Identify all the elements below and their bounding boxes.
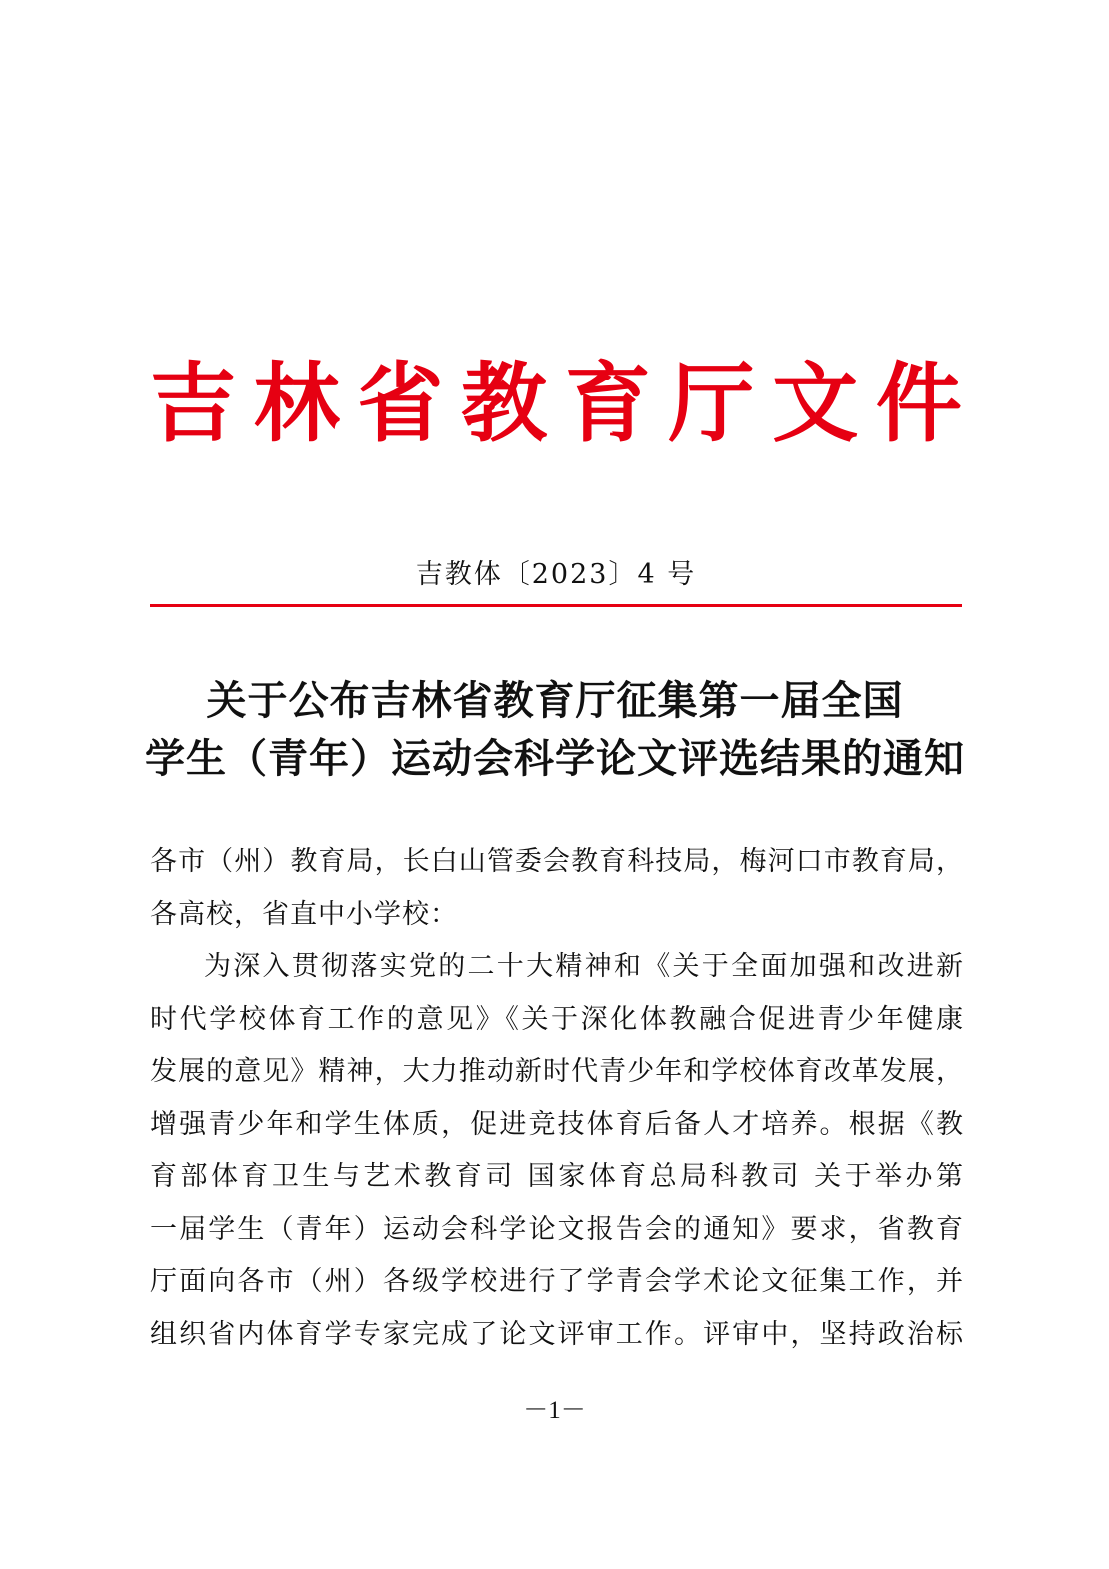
body-line: 厅面向各市（州）各级学校进行了学青会学术论文征集工作，并	[150, 1266, 964, 1297]
masthead-char: 育	[564, 353, 651, 454]
title-line-1: 关于公布吉林省教育厅征集第一届全国	[206, 678, 904, 724]
body-line: 育部体育卫生与艺术教育司 国家体育总局科教司 关于举办第	[150, 1161, 964, 1192]
body-line: 时代学校体育工作的意见》《关于深化体教融合促进青少年健康	[150, 1003, 964, 1035]
masthead	[150, 345, 962, 463]
page-number: －1－	[523, 1397, 586, 1424]
body-line: 组织省内体育学专家完成了论文评审工作。评审中，坚持政治标	[150, 1318, 964, 1350]
document-title	[120, 672, 990, 788]
title-line-2: 学生（青年）运动会科学论文评选结果的通知	[145, 736, 965, 782]
red-divider-line	[150, 604, 962, 607]
masthead-char: 吉	[150, 353, 236, 454]
body-line: 各市（州）教育局，长白山管委会教育科技局，梅河口市教育局，	[150, 846, 964, 877]
document-number: 吉教体〔2023〕4 号	[415, 559, 697, 590]
body-line: 一届学生（青年）运动会科学论文报告会的通知》要求，省教育	[150, 1213, 964, 1245]
body-line: 发展的意见》精神，大力推动新时代青少年和学校体育改革发展，	[150, 1056, 964, 1087]
body-line: 为深入贯彻落实党的二十大精神和《关于全面加强和改进新	[204, 951, 964, 982]
body-line: 各高校，省直中小学校：	[150, 898, 458, 930]
masthead-char: 教	[461, 353, 548, 454]
body-line: 增强青少年和学生体质，促进竞技体育后备人才培养。根据《教	[150, 1108, 964, 1140]
document-body	[150, 836, 964, 1361]
masthead-char: 厅	[668, 353, 755, 454]
masthead-char: 林	[253, 353, 340, 454]
masthead-char: 省	[357, 353, 444, 454]
masthead-char: 件	[875, 353, 962, 454]
masthead-char: 文	[772, 353, 859, 454]
